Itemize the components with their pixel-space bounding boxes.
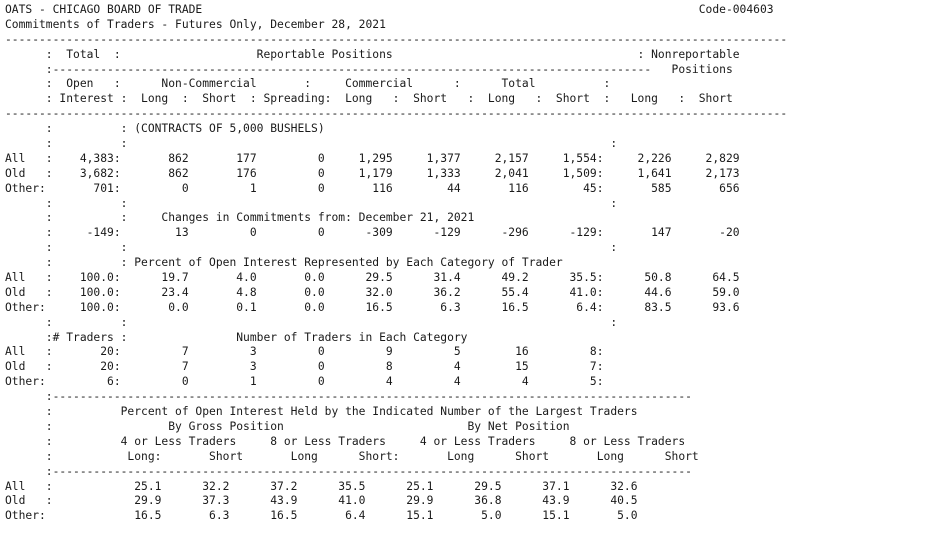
header-line: :---------------------------------------------------------------------------------------- Positions — [5, 62, 733, 76]
positions-row-old: Old : 3,682: 862 176 0 1,179 1,333 2,041 1,509: 1,641 2,173 — [5, 166, 740, 180]
concentration-heading-line: : Percent of Open Interest Held by the Indicated Number of the Largest Traders — [5, 405, 638, 419]
traders-row-old: Old : 20: 7 3 0 8 4 15 7: — [5, 360, 604, 374]
positions-row-other: Other: 701: 0 1 0 116 44 116 45: 585 656 — [5, 181, 740, 195]
changes-heading-line: : : Changes in Commitments from: December 21, 2021 — [5, 211, 475, 225]
traders-row-other: Other: 6: 0 1 0 4 4 4 5: — [5, 375, 604, 389]
percent-row-all: All : 100.0: 19.7 4.0 0.0 29.5 31.4 49.2 35.5: 50.8 64.5 — [5, 271, 740, 285]
separator-line: ------------------------------------------------------------------------------------------------------------------- — [5, 32, 788, 46]
spacer-line: : : : — [5, 137, 618, 151]
positions-row-all: All : 4,383: 862 177 0 1,295 1,377 2,157 1,554: 2,226 2,829 — [5, 151, 740, 165]
spacer-line: : : : — [5, 196, 618, 210]
header-line: : Total : Reportable Positions : Nonreportable — [5, 47, 740, 61]
concentration-column-header-line: : Long: Short Long Short: Long Short Long Short — [5, 449, 699, 463]
concentration-subheading-line: : By Gross Position By Net Position — [5, 419, 570, 433]
header-line: : Open : Non-Commercial : Commercial : Total : — [5, 77, 611, 91]
percent-row-other: Other: 100.0: 0.0 0.1 0.0 16.5 6.3 16.5 6.4: 83.5 93.6 — [5, 300, 740, 314]
percent-heading-line: : : Percent of Open Interest Represented by Each Category of Trader — [5, 256, 563, 270]
traders-heading-line: :# Traders : Number of Traders in Each Category — [5, 330, 468, 344]
concentration-subheading-line: : 4 or Less Traders 8 or Less Traders 4 or Less Traders 8 or Less Traders — [5, 434, 686, 448]
percent-row-old: Old : 100.0: 23.4 4.8 0.0 32.0 36.2 55.4 41.0: 44.6 59.0 — [5, 285, 740, 299]
units-line: : : (CONTRACTS OF 5,000 BUSHELS) — [5, 122, 325, 136]
spacer-line: : : : — [5, 241, 618, 255]
concentration-row-all: All : 25.1 32.2 37.2 35.5 25.1 29.5 37.1 32.6 — [5, 479, 638, 493]
separator-line: :---------------------------------------------------------------------------------------------- — [5, 464, 692, 478]
concentration-row-other: Other: 16.5 6.3 16.5 6.4 15.1 5.0 15.1 5.0 — [5, 509, 638, 523]
spacer-line: : : : — [5, 315, 618, 329]
separator-line: :---------------------------------------------------------------------------------------------- — [5, 390, 692, 404]
report-title-line: OATS - CHICAGO BOARD OF TRADE Code-004603 — [5, 3, 774, 16]
column-header-line: : Interest : Long : Short : Spreading: Long : Short : Long : Short : Long : Short — [5, 92, 733, 106]
report-subtitle-line: Commitments of Traders - Futures Only, December 28, 2021 — [5, 17, 386, 31]
traders-row-all: All : 20: 7 3 0 9 5 16 8: — [5, 345, 604, 359]
concentration-row-old: Old : 29.9 37.3 43.9 41.0 29.9 36.8 43.9 40.5 — [5, 494, 638, 508]
changes-row: : -149: 13 0 0 -309 -129 -296 -129: 147 -20 — [5, 226, 740, 240]
separator-line: ------------------------------------------------------------------------------------------------------------------- — [5, 107, 788, 121]
